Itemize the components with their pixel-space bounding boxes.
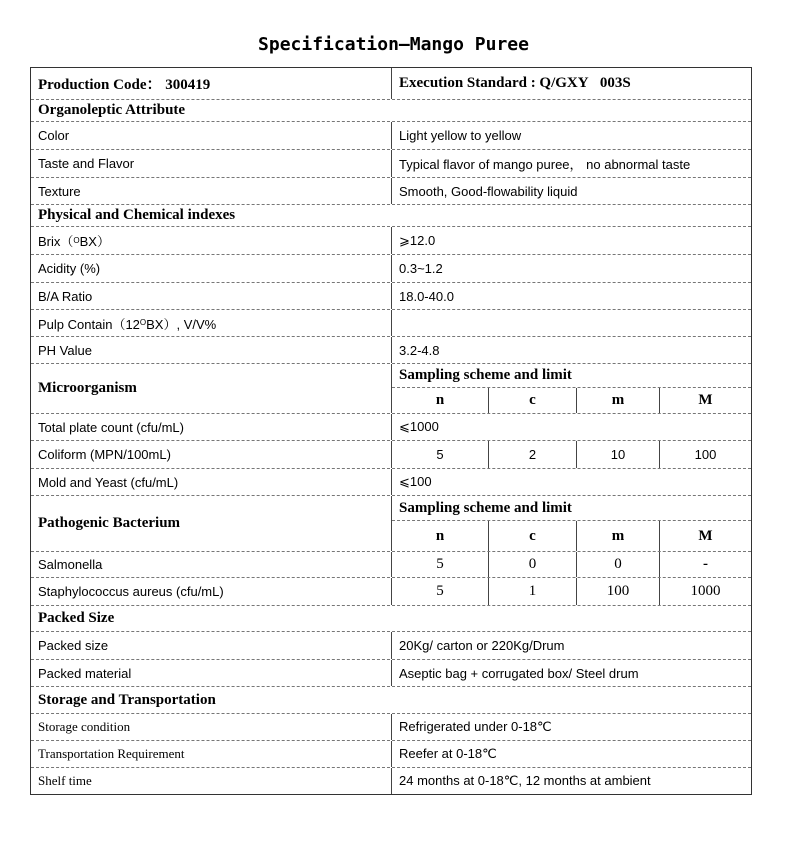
- table-row: [31, 577, 751, 605]
- col-m: m: [577, 521, 660, 551]
- section-row: [31, 99, 751, 121]
- packed-size-label: Packed size: [31, 632, 392, 659]
- salmonella-n: 5: [392, 552, 489, 577]
- section-row: [31, 204, 751, 226]
- sampling-header: [392, 364, 751, 413]
- coliform-values: [392, 441, 751, 468]
- shelf-label: Shelf time: [31, 768, 392, 794]
- table-row: [31, 121, 751, 149]
- section-pathogenic: Pathogenic Bacterium: [31, 496, 392, 551]
- acidity-label: Acidity (%): [31, 255, 392, 282]
- row-label: Color: [31, 122, 392, 149]
- section-organoleptic: Organoleptic Attribute: [38, 102, 186, 118]
- staph-m: 100: [577, 578, 660, 605]
- pathogenic-sampling-cols: [392, 521, 751, 551]
- table-row: [31, 740, 751, 767]
- section-row: [31, 686, 751, 713]
- coliform-label: Coliform (MPN/100mL): [31, 441, 392, 468]
- pulp-label: Pulp Contain（12 O BX）, V/V%: [31, 310, 392, 336]
- table-row: [31, 440, 751, 468]
- salmonella-label: Salmonella: [31, 552, 392, 577]
- execution-standard: Execution Standard : Q/GXY 003S: [399, 75, 631, 91]
- section-packed: Packed Size: [38, 610, 115, 626]
- staph-n: 5: [392, 578, 489, 605]
- coliform-M: 100: [694, 447, 717, 462]
- table-row: [31, 468, 751, 495]
- sampling-heading: Sampling scheme and limit: [392, 364, 751, 388]
- coliform-m: 10: [577, 441, 660, 468]
- col-c: c: [489, 388, 577, 413]
- col-n: n: [392, 521, 489, 551]
- table-row: [31, 413, 751, 440]
- pulp-label-post: BX）, V/V%: [146, 316, 217, 332]
- shelf-value: 24 months at 0-18℃, 12 months at ambient: [399, 773, 651, 788]
- ph-value: 3.2-4.8: [399, 342, 440, 358]
- total-plate-value: ⩽1000: [399, 419, 439, 434]
- col-M: M: [698, 527, 713, 544]
- sampling-cols: [392, 388, 751, 413]
- salmonella-m: 0: [577, 552, 660, 577]
- table-row: [31, 495, 751, 551]
- spec-table: [30, 67, 752, 795]
- storage-condition-value: Refrigerated under 0-18℃: [399, 719, 552, 734]
- section-microorganism: Microorganism: [31, 364, 392, 413]
- row-value: Light yellow to yellow: [399, 128, 522, 143]
- staph-M: 1000: [690, 583, 721, 599]
- brix-label: Brix（ O BX）: [31, 227, 392, 254]
- table-row: [31, 68, 751, 99]
- col-c: c: [489, 521, 577, 551]
- table-row: [31, 631, 751, 659]
- table-row: [31, 767, 751, 794]
- pulp-label-pre: Pulp Contain（12: [38, 316, 140, 332]
- col-M: M: [698, 392, 713, 408]
- table-row: [31, 363, 751, 413]
- staph-values: [392, 578, 751, 605]
- acidity-value: 0.3~1.2: [399, 261, 443, 276]
- pulp-value: [392, 310, 751, 336]
- salmonella-M: -: [703, 556, 708, 572]
- ba-label: B/A Ratio: [31, 283, 392, 309]
- mold-value: ⩽100: [399, 474, 432, 489]
- section-row: [31, 605, 751, 631]
- section-physical: Physical and Chemical indexes: [38, 207, 236, 223]
- table-row: [31, 336, 751, 363]
- transport-label: Transportation Requirement: [31, 741, 392, 767]
- coliform-c: 2: [489, 441, 577, 468]
- table-row: [31, 177, 751, 204]
- table-row: [31, 149, 751, 177]
- col-n: n: [392, 388, 489, 413]
- packed-material-label: Packed material: [31, 660, 392, 686]
- table-row: [31, 659, 751, 686]
- section-storage: Storage and Transportation: [38, 691, 216, 708]
- row-label: Taste and Flavor: [31, 150, 392, 177]
- packed-size-value: 20Kg/ carton or 220Kg/Drum: [399, 638, 565, 653]
- row-value: Smooth, Good-flowability liquid: [399, 183, 578, 199]
- salmonella-values: [392, 552, 751, 577]
- row-label: Texture: [31, 178, 392, 204]
- salmonella-c: 0: [489, 552, 577, 577]
- pathogenic-sampling-heading: Sampling scheme and limit: [392, 496, 751, 521]
- col-m: m: [577, 388, 660, 413]
- staph-c: 1: [489, 578, 577, 605]
- mold-label: Mold and Yeast (cfu/mL): [31, 469, 392, 495]
- storage-condition-label: Storage condition: [31, 714, 392, 740]
- row-value: Typical flavor of mango puree， no abnormal taste: [399, 157, 691, 172]
- transport-value: Reefer at 0-18℃: [399, 746, 497, 761]
- staph-label: Staphylococcus aureus (cfu/mL): [31, 578, 392, 605]
- table-row: [31, 254, 751, 282]
- table-row: [31, 551, 751, 577]
- brix-value: ⩾12.0: [399, 232, 436, 248]
- table-row: [31, 226, 751, 254]
- total-plate-label: Total plate count (cfu/mL): [31, 414, 392, 440]
- coliform-n: 5: [392, 441, 489, 468]
- page-title: Specification—Mango Puree: [258, 34, 529, 55]
- table-row: [31, 309, 751, 336]
- ph-label: PH Value: [31, 337, 392, 363]
- production-code: Production Code： 300419: [31, 68, 392, 99]
- table-row: [31, 713, 751, 740]
- brix-label-post: BX）: [79, 234, 110, 249]
- ba-value: 18.0-40.0: [399, 288, 454, 304]
- packed-material-value: Aseptic bag + corrugated box/ Steel drum: [399, 665, 639, 681]
- brix-label-pre: Brix（: [38, 234, 74, 249]
- pathogenic-sampling-header: [392, 496, 751, 551]
- table-row: [31, 282, 751, 309]
